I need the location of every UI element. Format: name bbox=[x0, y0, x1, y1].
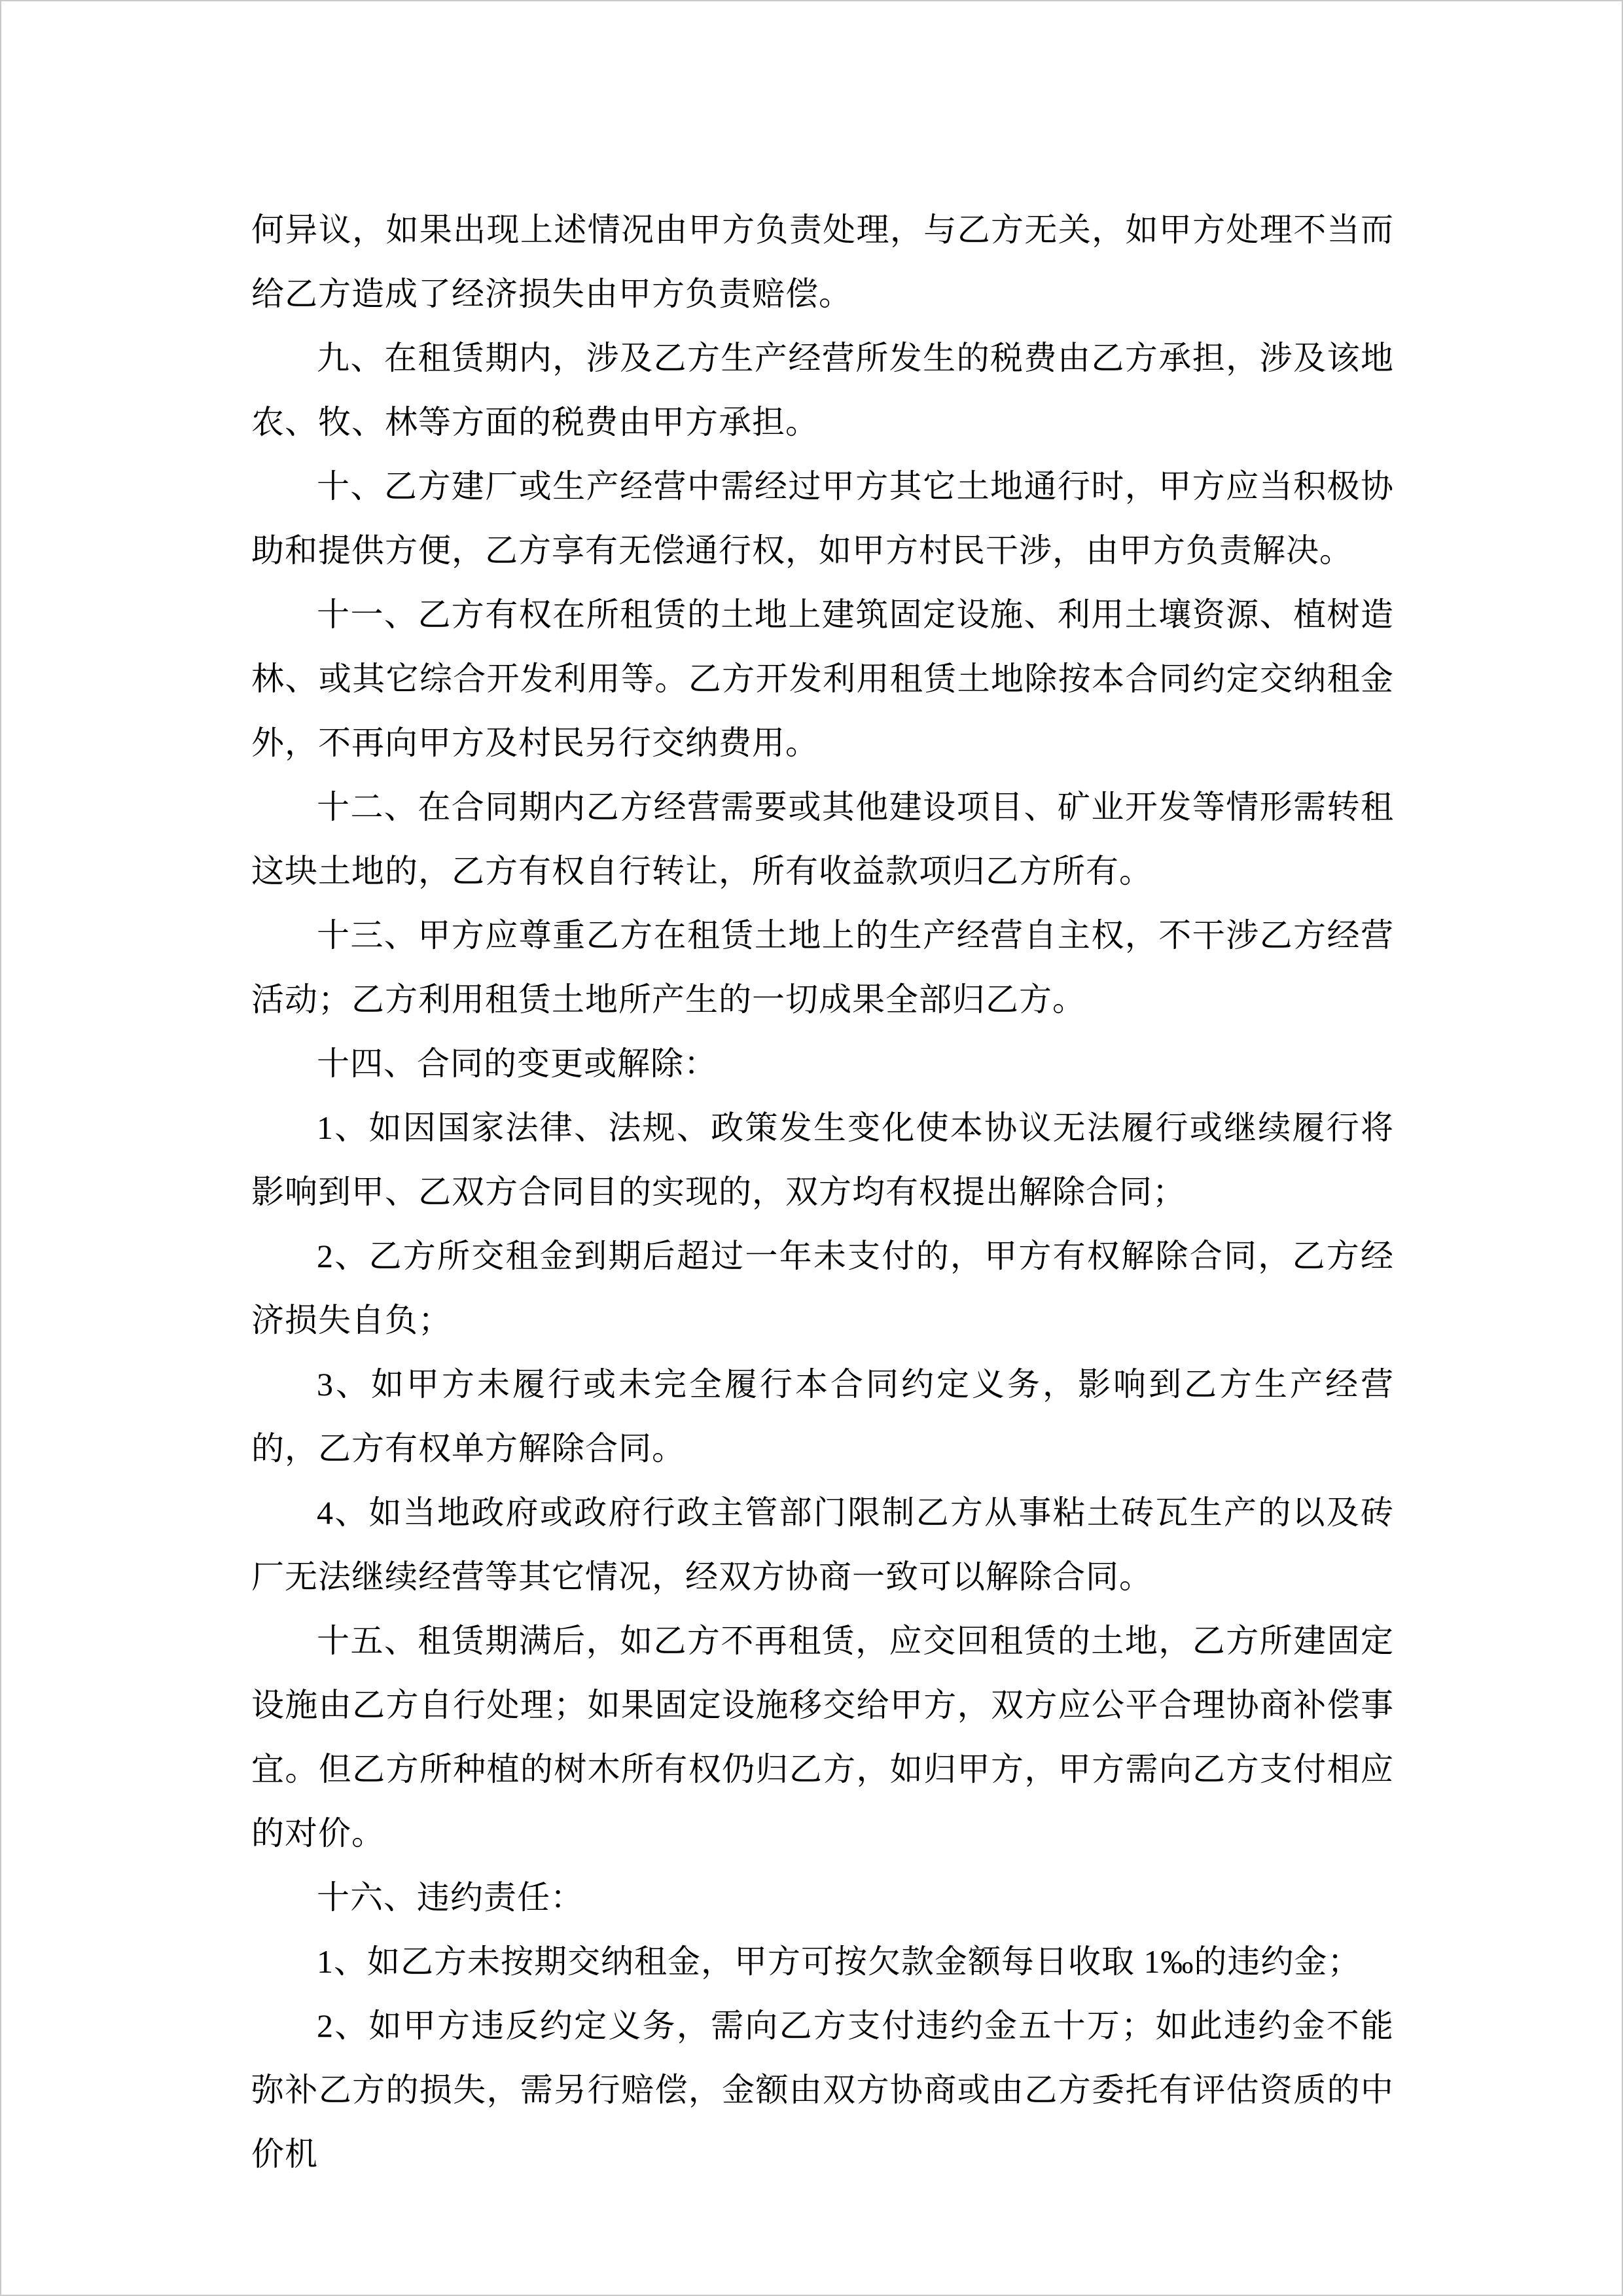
paragraph-clause-15: 十五、租赁期满后，如乙方不再租赁，应交回租赁的土地，乙方所建固定设施由乙方自行处理；如果固定设施移交给甲方，双方应公平合理协商补偿事宜。但乙方所种植的树木所有权仍归乙方，如归甲方，甲方需向乙方支付相应的对价。 bbox=[251, 1623, 1394, 1852]
paragraph-clause-10: 十、乙方建厂或生产经营中需经过甲方其它土地通行时，甲方应当积极协助和提供方便，乙方享有无偿通行权，如甲方村民干涉，由甲方负责解决。 bbox=[251, 468, 1394, 569]
paragraph-clause-16: 十六、违约责任： bbox=[317, 1879, 584, 1916]
paragraph: 何异议，如果出现上述情况由甲方负责处理，与乙方无关，如甲方处理不当而给乙方造成了经济损失由甲方负责赔偿。 bbox=[251, 211, 1394, 312]
paragraph-clause-14: 十四、合同的变更或解除： bbox=[317, 1045, 717, 1082]
paragraph-clause-14-item-4: 4、如当地政府或政府行政主管部门限制乙方从事粘土砖瓦生产的以及砖厂无法继续经营等其它情况，经双方协商一致可以解除合同。 bbox=[251, 1494, 1394, 1595]
paragraph-clause-11: 十一、乙方有权在所租赁的土地上建筑固定设施、利用土壤资源、植树造林、或其它综合开发利用等。乙方开发利用租赁土地除按本合同约定交纳租金外，不再向甲方及村民另行交纳费用。 bbox=[251, 596, 1394, 761]
document-body bbox=[251, 198, 1394, 2186]
paragraph-clause-12: 十二、在合同期内乙方经营需要或其他建设项目、矿业开发等情形需转租这块土地的，乙方有权自行转让，所有收益款项归乙方所有。 bbox=[251, 789, 1394, 889]
paragraph-clause-14-item-3: 3、如甲方未履行或未完全履行本合同约定义务，影响到乙方生产经营的，乙方有权单方解除合同。 bbox=[251, 1366, 1394, 1467]
paragraph-clause-14-item-1: 1、如因国家法律、法规、政策发生变化使本协议无法履行或继续履行将影响到甲、乙双方合同目的实现的，双方均有权提出解除合同； bbox=[251, 1109, 1394, 1210]
paragraph-clause-13: 十三、甲方应尊重乙方在租赁土地上的生产经营自主权，不干涉乙方经营活动；乙方利用租赁土地所产生的一切成果全部归乙方。 bbox=[251, 917, 1394, 1018]
paragraph-clause-16-item-2: 2、如甲方违反约定义务，需向乙方支付违约金五十万；如此违约金不能弥补乙方的损失，需另行赔偿，金额由双方协商或由乙方委托有评估资质的中价机 bbox=[251, 2007, 1394, 2172]
paragraph-clause-14-item-2: 2、乙方所交租金到期后超过一年未支付的，甲方有权解除合同，乙方经济损失自负； bbox=[251, 1238, 1394, 1338]
paragraph-clause-16-item-1: 1、如乙方未按期交纳租金，甲方可按欠款金额每日收取 1‰的违约金； bbox=[317, 1943, 1361, 1980]
paragraph-clause-9: 九、在租赁期内，涉及乙方生产经营所发生的税费由乙方承担，涉及该地农、牧、林等方面的税费由甲方承担。 bbox=[251, 340, 1394, 440]
